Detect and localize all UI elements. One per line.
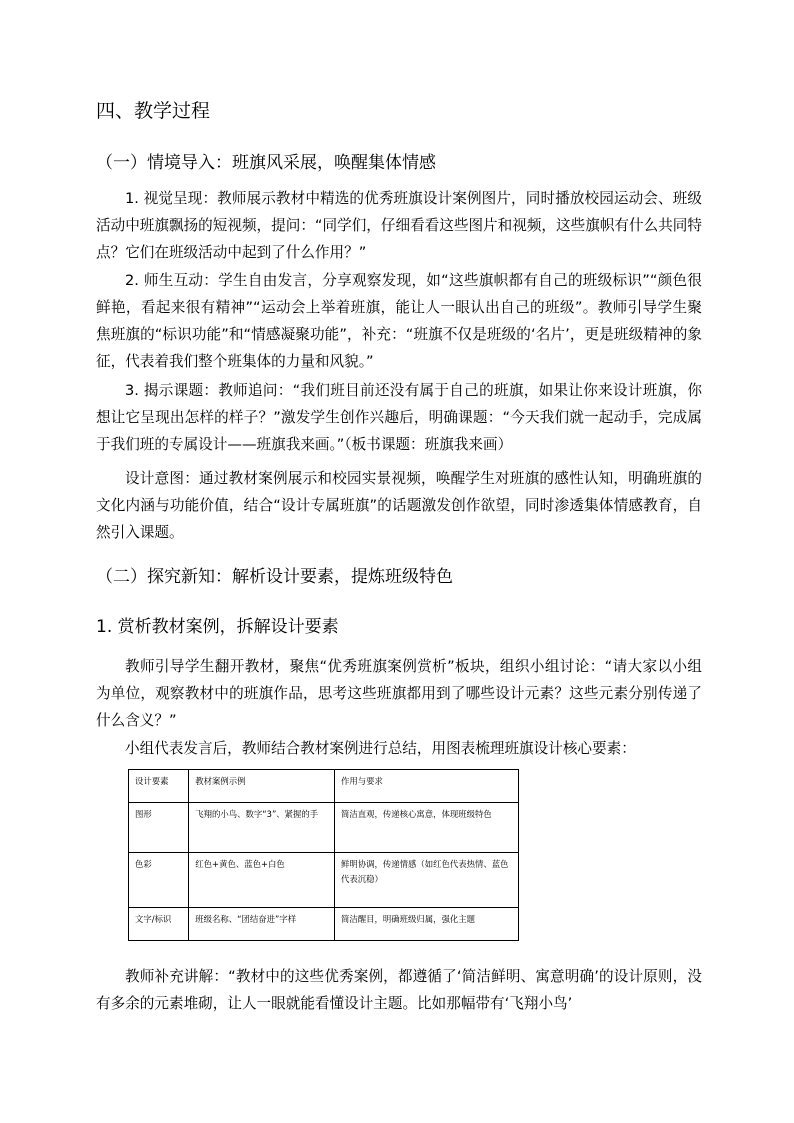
section-title: 四、教学过程: [96, 100, 211, 122]
table-cell: 图形: [129, 803, 189, 853]
table-cell: 文字/标识: [129, 908, 189, 941]
part2-closing-paragraph: 教师补充讲解：“教材中的这些优秀案例，都遵循了‘简洁鲜明、寓意明确’的设计原则，没有多余的元素堆砌，让人一眼就能看懂设计主题。比如那幅带有‘飞翔小鸟’: [96, 968, 702, 1012]
table-cell: 红色+黄色、蓝色+白色: [189, 853, 335, 908]
part2-heading: （二）探究新知：解析设计要素，提炼班级特色: [96, 567, 453, 587]
part2-subheading: 1. 赏析教材案例，拆解设计要素: [96, 617, 339, 637]
part1-paragraph-2: 2. 师生互动：学生自由发言，分享观察发现，如“这些旗帜都有自己的班级标识”“颜色很鲜艳，看起来很有精神”“运动会上举着班旗，能让人一眼认出自己的班级”。教师引导学生聚焦班旗的“标识功能”和“情感凝聚功能”，补充：“班旗不仅是班级的‘名片’，更是班级精神的象征，代表着我们整个班集体的力量和风貌。”: [96, 272, 702, 370]
table-cell: 简洁醒目，明确班级归属，强化主题: [335, 908, 519, 941]
part2-paragraph-1: 教师引导学生翻开教材，聚焦“优秀班旗案例赏析”板块，组织小组讨论：“请大家以小组为单位，观察教材中的班旗作品，思考这些班旗都用到了哪些设计元素？这些元素分别传递了什么含义？”: [96, 658, 702, 729]
table-row: [129, 853, 519, 908]
table-row: [129, 803, 519, 853]
table-header-cell: 作用与要求: [335, 770, 519, 803]
table-cell: 班级名称、“团结奋进”字样: [189, 908, 335, 941]
table-cell: 简洁直观，传递核心寓意，体现班级特色: [335, 803, 519, 853]
table-row: [129, 908, 519, 941]
design-elements-table: [128, 769, 519, 941]
part1-heading: （一）情境导入：班旗风采展，唤醒集体情感: [96, 153, 436, 173]
part1-paragraph-3: 3. 揭示课题：教师追问：“我们班目前还没有属于自己的班旗，如果让你来设计班旗，你想让它呈现出怎样的样子？”激发学生创作兴趣后，明确课题：“今天我们就一起动手，完成属于我们班的专属设计——班旗我来画。”（板书课题：班旗我来画）: [96, 382, 702, 453]
table-header-row: [129, 770, 519, 803]
part2-paragraph-2: 小组代表发言后，教师结合教材案例进行总结，用图表梳理班旗设计核心要素：: [125, 740, 636, 757]
design-intent-paragraph: 设计意图：通过教材案例展示和校园实景视频，唤醒学生对班旗的感性认知，明确班旗的文化内涵与功能价值，结合“设计专属班旗”的话题激发创作欲望，同时渗透集体情感教育，自然引入课题。: [96, 470, 702, 541]
table-cell: 鲜明协调，传递情感（如红色代表热情、蓝色代表沉稳）: [335, 853, 519, 908]
part1-paragraph-1: 1. 视觉呈现：教师展示教材中精选的优秀班旗设计案例图片，同时播放校园运动会、班级活动中班旗飘扬的短视频，提问：“同学们，仔细看看这些图片和视频，这些旗帜有什么共同特点？它们在班级活动中起到了什么作用？”: [96, 190, 702, 261]
table-header-cell: 设计要素: [129, 770, 189, 803]
table-header-cell: 教材案例示例: [189, 770, 335, 803]
table-cell: 飞翔的小鸟、数字“3”、紧握的手: [189, 803, 335, 853]
table-cell: 色彩: [129, 853, 189, 908]
